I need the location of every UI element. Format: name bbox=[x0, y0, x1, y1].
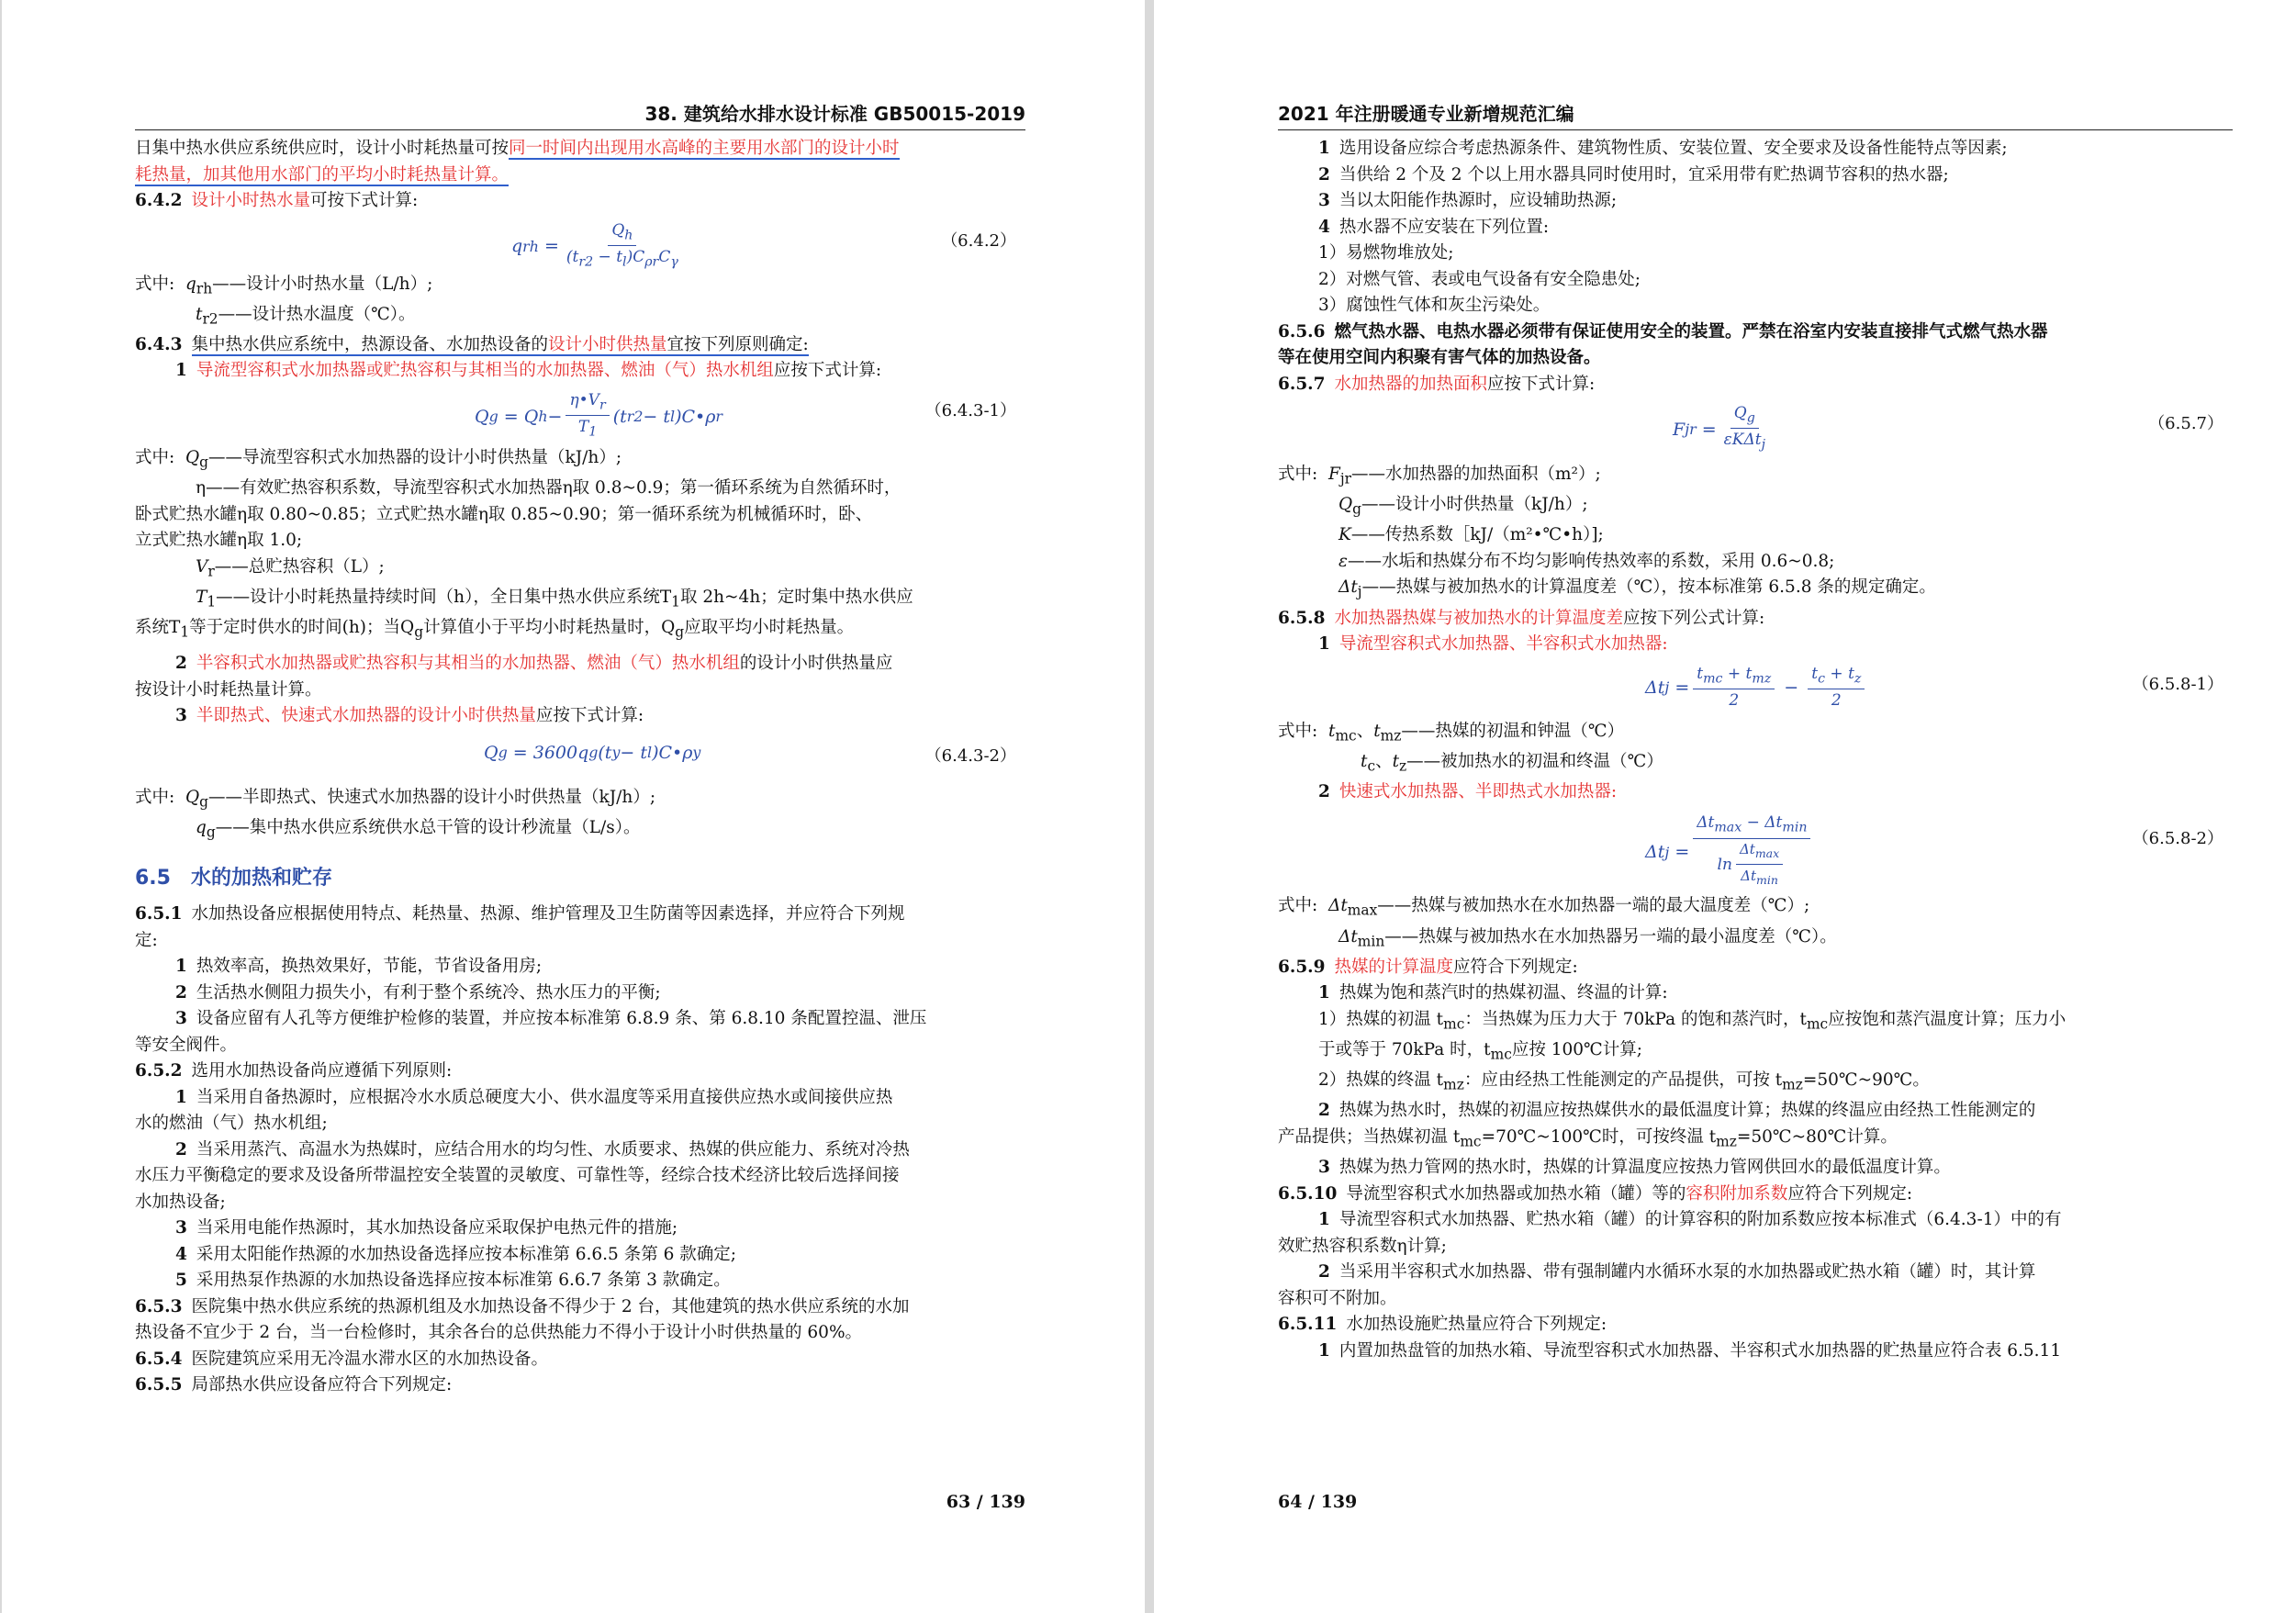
list-item: 5 采用热泵作热源的水加热设备选择应按本标准第 6.6.7 条第 3 款确定。 bbox=[175, 1271, 731, 1290]
list-item: 2 热媒为热水时，热媒的初温应按热媒供水的最低温度计算；热媒的终温应由经热工性能测定的 bbox=[1318, 1101, 2036, 1121]
variable-def: 式中: $Q_g——$导流型容积式水加热器的设计小时供热量（kJ/h）; bbox=[135, 447, 622, 471]
clause-6-5-11: 6.5.11 水加热设施贮热量应符合下列规定: bbox=[1278, 1315, 1607, 1335]
list-item: 2 当采用蒸汽、高温水为热媒时，应结合用水的均匀性、水质要求、热媒的供应能力、系统对冷热 bbox=[175, 1139, 910, 1159]
pdf-page-64 bbox=[1154, 0, 2296, 1613]
page-content bbox=[135, 99, 1025, 1399]
equation-number: （6.4.3-2） bbox=[924, 745, 1016, 766]
equation-number: （6.5.7） bbox=[2148, 414, 2223, 433]
list-item: 1 内置加热盘管的加热水箱、导流型容积式水加热器、半容积式水加热器的贮热量应符合表 6.5.11 bbox=[1318, 1340, 2062, 1361]
variable-def: $V_r——$总贮热容积（L）; bbox=[196, 556, 385, 580]
list-item: 3 当以太阳能作热源时，应设辅助热源; bbox=[1318, 191, 1618, 210]
clause-6-5-3: 6.5.3 医院集中热水供应系统的热源机组及水加热设备不得少于 2 台，其他建筑的热水供应系统的水加 bbox=[135, 1296, 910, 1316]
paragraph: 水压力平衡稳定的要求及设备所带温控安全装置的灵敏度、可靠性等，经综合技术经济比较后选择间接 bbox=[135, 1166, 900, 1185]
page-content bbox=[1278, 99, 2233, 1364]
list-item: 2 生活热水侧阻力损失小，有利于整个系统冷、热水压力的平衡; bbox=[175, 982, 661, 1003]
variable-def: $Q_g——$设计小时供热量（kJ/h）; bbox=[1338, 495, 1588, 518]
paragraph: 产品提供；当热媒初温 $t_{mc}=70℃\sim 100℃$时，可按终温 $t_{mz}=50℃\sim 80℃$计算。 bbox=[1278, 1126, 1898, 1150]
sub-item: 2）热媒的终温 $t_{mz}$：应由经热工性能测定的产品提供，可按 $t_{mz}=50℃\sim 90℃$。 bbox=[1318, 1070, 1930, 1093]
variable-def: K——传热系数［kJ/（m²•℃•h）]; bbox=[1338, 525, 1604, 545]
equation-number: （6.4.2） bbox=[941, 230, 1016, 251]
page-header: 2021 年注册暖通专业新增规范汇编 bbox=[1278, 99, 2233, 130]
formula-6-5-8-1: Δt j = $\frac{t_{mc} + t_{mz}}{2}$ − $\frac{t_c + t_z}{2}$ （6.5.8-1） bbox=[1645, 664, 2223, 710]
variable-def: $\Delta t_{min}——$热媒与被加热水在水加热器另一端的最小温度差（℃）。 bbox=[1338, 926, 1837, 950]
pdf-page-63 bbox=[2, 0, 1145, 1613]
clause-6-5-4: 6.5.4 医院建筑应采用无冷温水滞水区的水加热设备。 bbox=[135, 1349, 549, 1369]
paragraph: 效贮热容积系数η计算; bbox=[1278, 1236, 1447, 1256]
clause-6-5-10: 6.5.10 导流型容积式水加热器或加热水箱（罐）等的容积附加系数应符合下列规定: bbox=[1278, 1183, 1913, 1204]
variable-def: 系统$T_1$等于定时供水的时间(h)；当$Q_g$计算值小于平均小时耗热量时，$Q_g$应取平均小时耗热量。 bbox=[135, 617, 855, 641]
list-item: 1 导流型容积式水加热器、贮热水箱（罐）的计算容积的附加系数应按本标准式（6.4.3-1）中的有 bbox=[1318, 1210, 2062, 1230]
clause-6-5-8: 6.5.8 水加热器热媒与被加热水的计算温度差应按下列公式计算: bbox=[1278, 608, 1765, 628]
variable-def: 式中: $q_{rh}——$设计小时热水量（L/h）; bbox=[135, 274, 433, 297]
clause-6-5-1: 6.5.1 水加热设备应根据使用特点、耗热量、热源、维护管理及卫生防菌等因素选择，并应符合下列规 bbox=[135, 904, 905, 924]
equation-number: （6.5.8-1） bbox=[2132, 674, 2223, 694]
clause-6-5-6: 6.5.6 燃气热水器、电热水器必须带有保证使用安全的装置。严禁在浴室内安装直接排气式燃气热水器 bbox=[1278, 321, 2048, 342]
paragraph: 容积可不附加。 bbox=[1278, 1288, 1397, 1308]
sub-item: 3）腐蚀性气体和灰尘污染处。 bbox=[1318, 296, 1551, 315]
variable-def: 式中: $F_{jr}——$水加热器的加热面积（m²）; bbox=[1278, 465, 1601, 487]
list-item: 3 半即热式、快速式水加热器的设计小时供热量应按下式计算: bbox=[175, 706, 644, 726]
variable-def: $t_{r2}——$设计热水温度（℃）。 bbox=[196, 304, 416, 328]
list-item: 4 热水器不应安装在下列位置: bbox=[1318, 217, 1550, 237]
list-item: 1 当采用自备热源时，应根据冷水水质总硬度大小、供水温度等采用直接供应热水或间接供应热 bbox=[175, 1087, 893, 1107]
list-item: 3 热媒为热力管网的热水时，热媒的计算温度应按热力管网供回水的最低温度计算。 bbox=[1318, 1158, 1951, 1178]
list-item: 2 当采用半容积式水加热器、带有强制罐内水循环水泵的水加热器或贮热水箱（罐）时，其计算 bbox=[1318, 1262, 2036, 1283]
clause-6-5-9: 6.5.9 热媒的计算温度应符合下列规定: bbox=[1278, 957, 1578, 977]
page-number: 63 / 139 bbox=[946, 1492, 1025, 1512]
variable-def: $T_1——$设计小时耗热量持续时间（h），全日集中热水供应系统$T_1$取 2h~4h；定时集中热水供应 bbox=[196, 587, 913, 610]
paragraph: 水的燃油（气）热水机组; bbox=[135, 1114, 328, 1133]
formula-6-5-7: F jr = $\frac{Q_g}{\varepsilon K\Delta t_j}$ （6.5.7） bbox=[1673, 404, 2223, 453]
sub-item: 1）易燃物堆放处; bbox=[1318, 243, 1454, 263]
clause-6-5-7: 6.5.7 水加热器的加热面积应按下式计算: bbox=[1278, 374, 1596, 394]
sub-item: 2）对燃气管、表或电气设备有安全隐患处; bbox=[1318, 269, 1641, 289]
equation-number: （6.4.3-1） bbox=[924, 400, 1016, 420]
section-heading: 6.5 水的加热和贮存 bbox=[135, 867, 332, 890]
list-item: 2 快速式水加热器、半即热式水加热器: bbox=[1318, 781, 1618, 801]
formula-6-5-8-2: Δt j = $\Delta t_{max} - \Delta t_{min}$ ln $\frac{\Delta t_{max}}{\Delta t_{min}}$ （6.5.8-2） bbox=[1645, 813, 2223, 887]
paragraph: 于或等于 70kPa 时，$t_{mc}$应按 100℃计算; bbox=[1318, 1040, 1642, 1063]
variable-def: 式中: $Q_g——$半即热式、快速式水加热器的设计小时供热量（kJ/h）; bbox=[135, 787, 656, 811]
variable-def: 立式贮热水罐η取 1.0; bbox=[135, 531, 303, 551]
variable-def: ε——水垢和热媒分布不均匀影响传热效率的系数，采用 0.6~0.8; bbox=[1338, 551, 1835, 571]
page-header: 38. 建筑给水排水设计标准 GB50015-2019 bbox=[135, 99, 1025, 130]
paragraph: 等在使用空间内积聚有害气体的加热设备。 bbox=[1278, 348, 1601, 367]
sub-item: 1）热媒的初温 $t_{mc}$：当热媒为压力大于 70kPa 的饱和蒸汽时，$t_{mc}$应按饱和蒸汽温度计算；压力小 bbox=[1318, 1009, 2066, 1033]
list-item: 1 选用设备应综合考虑热源条件、建筑物性质、安装位置、安全要求及设备性能特点等因素; bbox=[1318, 139, 2008, 158]
clause-6-5-2: 6.5.2 选用水加热设备尚应遵循下列原则: bbox=[135, 1061, 453, 1081]
page-number: 64 / 139 bbox=[1278, 1492, 1358, 1512]
list-item: 2 当供给 2 个及 2 个以上用水器具同时使用时，宜采用带有贮热调节容积的热水器; bbox=[1318, 164, 1949, 185]
list-item: 3 设备应留有人孔等方便维护检修的装置，并应按本标准第 6.8.9 条、第 6.8.10 条配置控温、泄压 bbox=[175, 1009, 927, 1028]
list-item: 1 热媒为饱和蒸汽时的热媒初温、终温的计算: bbox=[1318, 983, 1668, 1003]
variable-def: $\Delta t_j——$热媒与被加热水的计算温度差（℃），按本标准第 6.5.8 条的规定确定。 bbox=[1338, 577, 1936, 601]
variable-def: 式中: $t_{mc}$、$t_{mz}——$热媒的初温和钟温（℃） bbox=[1278, 721, 1625, 745]
paragraph: 定: bbox=[135, 930, 158, 950]
clause-6-4-2: 6.4.2 设计小时热水量可按下式计算: bbox=[135, 191, 419, 210]
equation-number: （6.5.8-2） bbox=[2132, 829, 2223, 849]
list-item: 4 采用太阳能作热源的水加热设备选择应按本标准第 6.6.5 条第 6 款确定; bbox=[175, 1244, 736, 1264]
list-item: 1 导流型容积式水加热器或贮热容积与其相当的水加热器、燃油（气）热水机组应按下式计算: bbox=[175, 361, 882, 381]
variable-def: $t_c$、$t_z——$被加热水的初温和终温（℃） bbox=[1361, 751, 1663, 775]
formula-6-4-3-1: Q g = Q h − $\frac{\eta•V_r}{T_1}$ (t r2 − t l )C•ρ r （6.4.3-1） bbox=[475, 390, 1016, 440]
list-item: 1 导流型容积式水加热器、半容积式水加热器: bbox=[1318, 634, 1668, 655]
paragraph: 耗热量，加其他用水部门的平均小时耗热量计算。 bbox=[135, 164, 510, 185]
variable-def: $q_g——$集中热水供应系统供水总干管的设计秒流量（L/s）。 bbox=[196, 817, 641, 841]
list-item: 2 半容积式水加热器或贮热容积与其相当的水加热器、燃油（气）热水机组的设计小时供热量应 bbox=[175, 654, 893, 674]
paragraph: 等安全阀件。 bbox=[135, 1035, 238, 1055]
paragraph: 水加热设备; bbox=[135, 1192, 226, 1212]
paragraph: 按设计小时耗热量计算。 bbox=[135, 679, 322, 700]
paragraph: 热设备不宜少于 2 台，当一台检修时，其余各台的总供热能力不得小于设计小时供热量的 60%。 bbox=[135, 1323, 863, 1342]
list-item: 1 热效率高，换热效果好，节能，节省设备用房; bbox=[175, 957, 543, 976]
formula-6-4-2: q rh = $\frac{Q_h}{(t_{r2} - t_l)C_{\rho r}C_\gamma}$ （6.4.2） bbox=[511, 220, 1016, 270]
variable-def: 式中: $\Delta t_{max}——$热媒与被加热水在水加热器一端的最大温度差（℃）; bbox=[1278, 896, 1810, 920]
clause-6-5-5: 6.5.5 局部热水供应设备应符合下列规定: bbox=[135, 1375, 453, 1395]
paragraph: 日集中热水供应系统供应时，设计小时耗热量可按同一时间内出现用水高峰的主要用水部门的设计小时 bbox=[135, 139, 900, 158]
clause-6-4-3: 6.4.3 集中热水供应系统中，热源设备、水加热设备的设计小时供热量宜按下列原则确定: bbox=[135, 334, 809, 354]
variable-def: 卧式贮热水罐η取 0.80~0.85；立式贮热水罐η取 0.85~0.90；第一循环系统为机械循环时，卧、 bbox=[135, 504, 873, 524]
list-item: 3 当采用电能作热源时，其水加热设备应采取保护电热元件的措施; bbox=[175, 1218, 678, 1238]
variable-def: η——有效贮热容积系数，导流型容积式水加热器η取 0.8~0.9；第一循环系统为自然循环时， bbox=[196, 478, 902, 498]
formula-6-4-3-2: Q g = 3600q g (t y − t l )C•ρ y （6.4.3-2） bbox=[484, 742, 1016, 766]
